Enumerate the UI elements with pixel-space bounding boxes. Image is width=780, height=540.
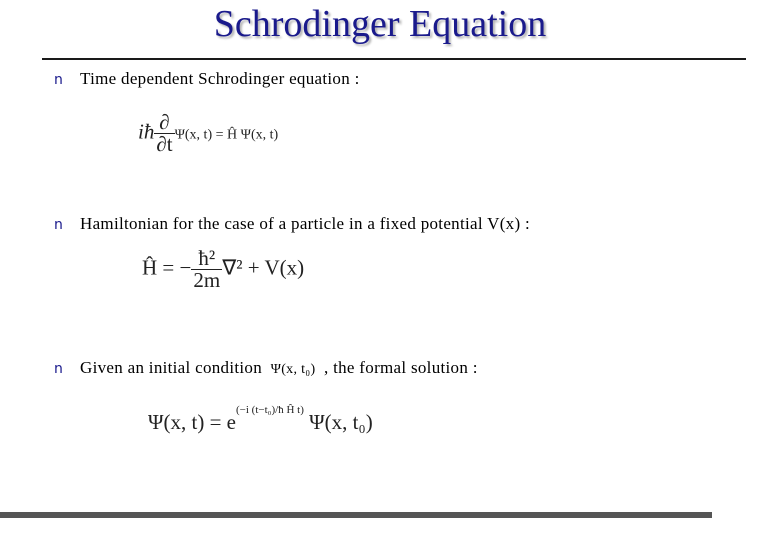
eq2-rest: ∇² + V(x)	[222, 255, 305, 280]
bullet-marker-3: n	[54, 361, 63, 377]
eq2-frac-num: ħ²	[191, 248, 222, 270]
eq3-exponent: (−i (t−t₀)/ħ Ĥ t)	[235, 404, 304, 416]
eq2-frac-den: 2m	[193, 268, 221, 292]
bullet-text-3-after: , the formal solution :	[323, 358, 478, 377]
slide-title: Schrodinger Equation	[213, 3, 547, 45]
bullet-marker-2: n	[54, 217, 63, 233]
footer-bar	[0, 512, 712, 518]
initial-condition-math: Ψ(x, t₀)	[270, 362, 316, 377]
bullet-text-3-before: Given an initial condition	[80, 358, 263, 377]
bullet-text-3	[80, 358, 478, 378]
eq1-prefix: iħ	[138, 119, 155, 144]
bullet-text-2: Hamiltonian for the case of a particle in a fixed potential V(x) :	[80, 214, 530, 233]
equation-formal-solution	[148, 404, 373, 435]
eq3-lhs: Ψ(x, t) = e	[148, 410, 236, 434]
eq3-rest: Ψ(x, t₀)	[309, 410, 373, 434]
eq1-rest: Ψ(x, t) = Ĥ Ψ(x, t)	[174, 127, 279, 143]
bullet-text-1: Time dependent Schrodinger equation :	[80, 69, 360, 88]
eq2-lhs: Ĥ = −	[142, 255, 192, 280]
equation-time-dependent	[138, 112, 278, 155]
title-divider	[42, 58, 746, 60]
equation-hamiltonian	[142, 248, 304, 291]
eq1-frac-num: ∂	[154, 112, 174, 134]
bullet-marker-1: n	[54, 72, 63, 88]
eq1-frac-den: ∂t	[156, 132, 173, 156]
